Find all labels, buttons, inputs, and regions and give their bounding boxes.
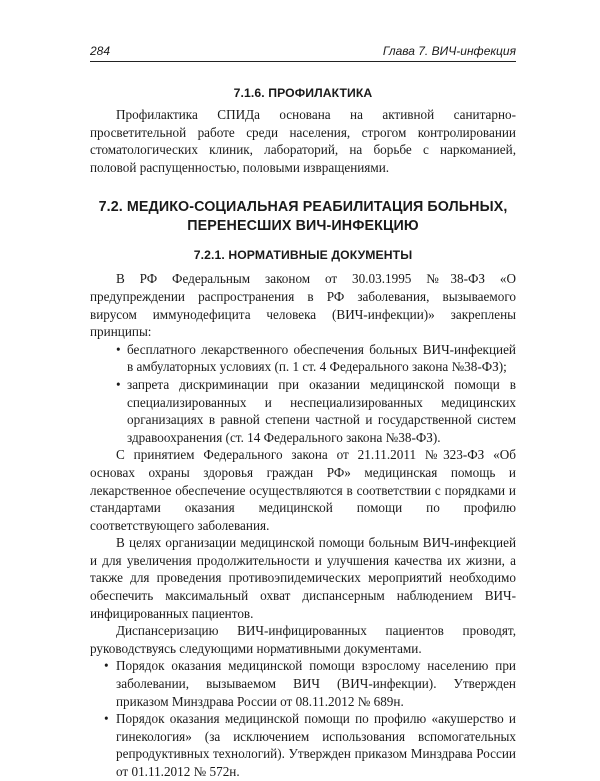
list-item-text: Порядок оказания медицинской помощи взрослому населению при заболевании, вызываемом ВИЧ (ВИЧ-инфекции). Утвержден приказом Минздрава России от 08.11.2012 № 689н.	[116, 658, 516, 709]
heading-prophylaxis: 7.1.6. ПРОФИЛАКТИКА	[233, 86, 373, 100]
prophylaxis-paragraph: Профилактика СПИДа основана на активной санитарно-просветительной работе среди населения, строгом контролировании стоматологических клиник, лабораторий, на борьбе с наркоманией, половой распущенностью, половыми извращениями.	[90, 107, 516, 175]
heading-rehabilitation: 7.2. МЕДИКО-СОЦИАЛЬНАЯ РЕАБИЛИТАЦИЯ БОЛЬНЫХ, ПЕРЕНЕСШИХ ВИЧ-ИНФЕКЦИЮ	[98, 199, 508, 235]
running-header	[90, 44, 516, 62]
page-number: 284	[90, 44, 111, 58]
law-323-paragraph: С принятием Федерального закона от 21.11.2011 №323-ФЗ «Об основах охраны здоровья граждан РФ» медицинская помощь и лекарственное обеспечение осуществляются в соответствии с порядками и стандартами оказания медицинской помощи по профилю соответствующего заболевания.	[90, 447, 516, 533]
prophylaxis-block	[90, 106, 516, 176]
list-item-text: бесплатного лекарственного обеспечения больных ВИЧ-инфекцией в амбулаторных условиях (п. 1 ст. 4 Федерального закона №38-ФЗ);	[127, 341, 516, 375]
normative-block	[90, 270, 516, 780]
chapter-title: Глава 7. ВИЧ-инфекция	[382, 44, 516, 58]
organization-paragraph: В целях организации медицинской помощи больным ВИЧ-инфекцией и для увеличения продолжительности и улучшения качества их жизни, а также для проведения противоэпидемических мероприятий необходимо обеспечить максимальный охват диспансерным наблюдением ВИЧ-инфицированных пациентов.	[90, 535, 516, 621]
list-item-text: Порядок оказания медицинской помощи по профилю «акушерство и гинекология» (за исключением использования вспомогательных репродуктивных технологий). Утвержден приказом Минздрава России от 01.11.2012 № 572н.	[116, 711, 516, 779]
list-item	[116, 341, 516, 376]
bullet-icon: •	[116, 376, 121, 392]
documents-list	[90, 657, 516, 780]
list-item	[104, 657, 516, 710]
bullet-icon: •	[116, 341, 121, 357]
dispensary-paragraph: Диспансеризацию ВИЧ-инфицированных пациентов проводят, руководствуясь следующими нормативными документами.	[90, 623, 516, 656]
principles-list	[90, 341, 516, 447]
list-item	[116, 376, 516, 446]
heading-normative-documents: 7.2.1. НОРМАТИВНЫЕ ДОКУМЕНТЫ	[193, 248, 413, 263]
bullet-icon: •	[104, 711, 109, 727]
list-item-text: запрета дискриминации при оказании медицинской помощи в специализированных и неспециализированных медицинских организациях в равной степени частной и государственной систем здравоохранения (ст. 14 Федерального закона №38-ФЗ).	[127, 376, 516, 445]
normative-intro-paragraph: В РФ Федеральным законом от 30.03.1995 №38-ФЗ «О предупреждении распространения в РФ заболевания, вызываемого вирусом иммунодефицита человека (ВИЧ-инфекции)» закреплены принципы:	[90, 271, 516, 340]
list-item	[104, 710, 516, 780]
bullet-icon: •	[104, 658, 109, 674]
